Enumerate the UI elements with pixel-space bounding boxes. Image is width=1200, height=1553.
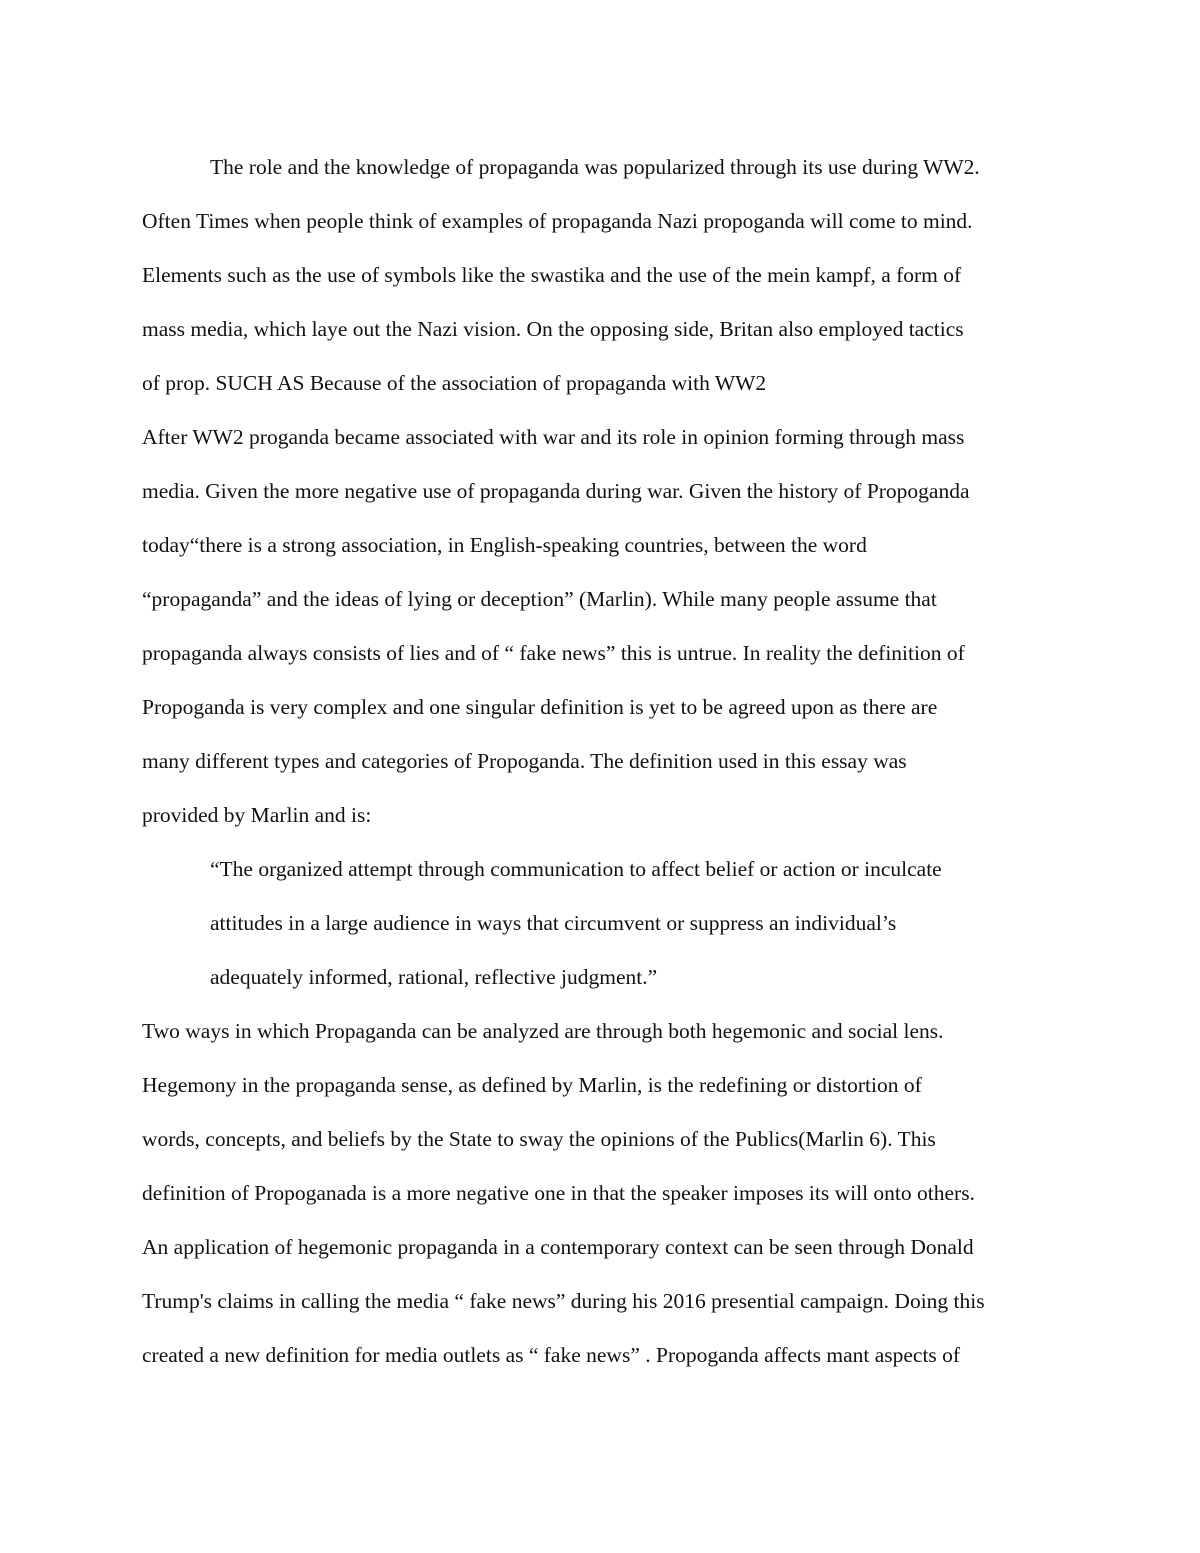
paragraph-2-line-4: “propaganda” and the ideas of lying or deception” (Marlin). While many people assume that [142, 587, 937, 611]
paragraph-2-line-8: provided by Marlin and is: [142, 803, 372, 827]
paragraph-3-line-6: Trump's claims in calling the media “ fake news” during his 2016 presential campaign. Doing this [142, 1289, 985, 1313]
paragraph-2-line-3: today“there is a strong association, in English-speaking countries, between the word [142, 533, 867, 557]
paragraph-2-line-1: After WW2 proganda became associated with war and its role in opinion forming through mass [142, 425, 965, 449]
paragraph-2-line-2: media. Given the more negative use of propaganda during war. Given the history of Propoganda [142, 479, 970, 503]
block-quote-line-2: attitudes in a large audience in ways that circumvent or suppress an individual’s [210, 911, 897, 935]
paragraph-1-line-1: The role and the knowledge of propaganda was popularized through its use during WW2. [210, 155, 980, 179]
paragraph-3-line-1: Two ways in which Propaganda can be analyzed are through both hegemonic and social lens. [142, 1019, 944, 1043]
paragraph-1-line-4: mass media, which laye out the Nazi vision. On the opposing side, Britan also employed tactics [142, 317, 964, 341]
paragraph-3-line-7: created a new definition for media outlets as “ fake news” . Propoganda affects mant aspects of [142, 1343, 961, 1367]
paragraph-3-line-4: definition of Propoganada is a more negative one in that the speaker imposes its will onto others. [142, 1181, 975, 1205]
paragraph-2-line-6: Propoganda is very complex and one singular definition is yet to be agreed upon as there are [142, 695, 938, 719]
paragraph-2-line-5: propaganda always consists of lies and of “ fake news” this is untrue. In reality the definition of [142, 641, 965, 665]
paragraph-1-line-2: Often Times when people think of examples of propaganda Nazi propoganda will come to mind. [142, 209, 973, 233]
block-quote-line-1: “The organized attempt through communication to affect belief or action or inculcate [210, 857, 942, 881]
block-quote-line-3: adequately informed, rational, reflective judgment.” [210, 965, 658, 989]
paragraph-3-line-3: words, concepts, and beliefs by the State to sway the opinions of the Publics(Marlin 6). This [142, 1127, 936, 1151]
paragraph-2-line-7: many different types and categories of Propoganda. The definition used in this essay was [142, 749, 907, 773]
paragraph-1-line-3: Elements such as the use of symbols like the swastika and the use of the mein kampf, a form of [142, 263, 962, 287]
paragraph-3-line-5: An application of hegemonic propaganda in a contemporary context can be seen through Donald [142, 1235, 974, 1259]
paragraph-3-line-2: Hegemony in the propaganda sense, as defined by Marlin, is the redefining or distortion of [142, 1073, 922, 1097]
essay-body [142, 140, 1082, 1382]
paragraph-1-line-5: of prop. SUCH AS Because of the association of propaganda with WW2 [142, 371, 767, 395]
